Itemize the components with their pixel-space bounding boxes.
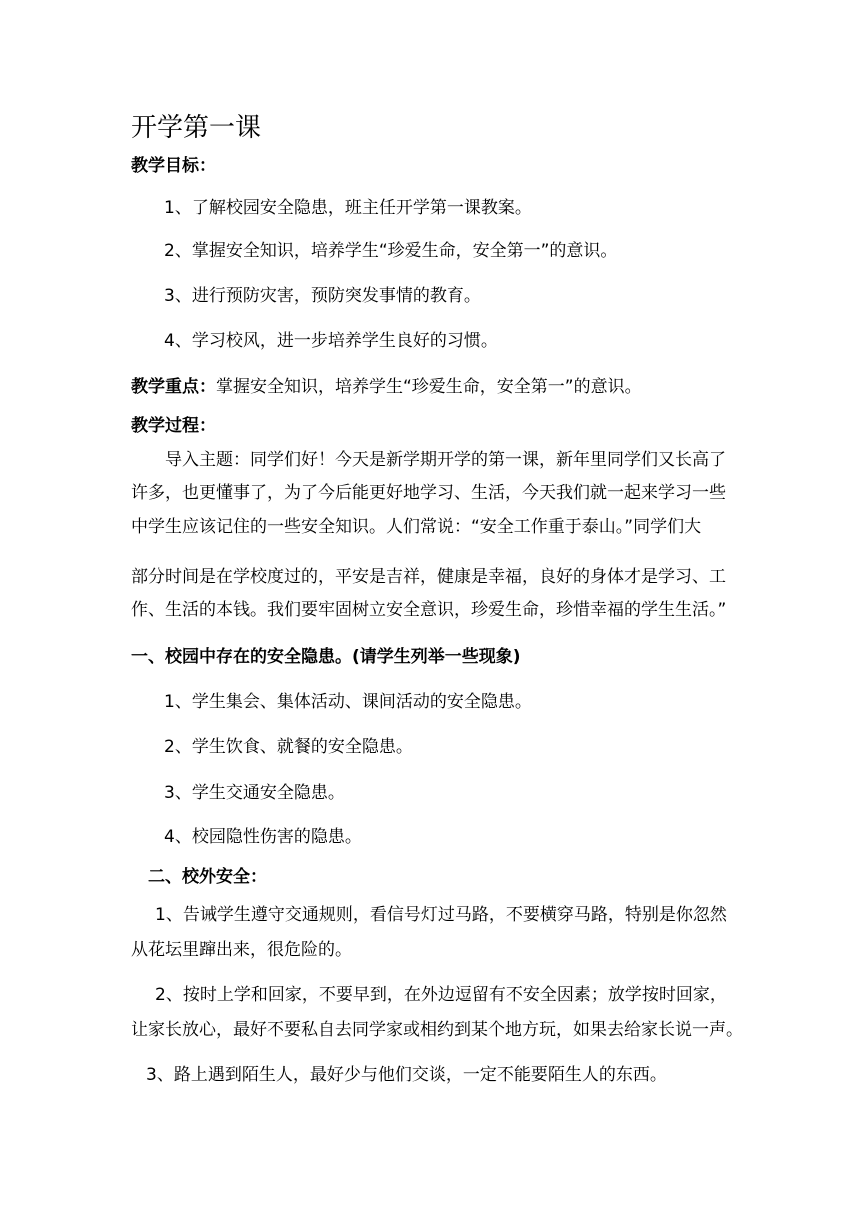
intro-line: 导入主题：同学们好！今天是新学期开学的第一课，新年里同学们又长高了 — [165, 450, 726, 470]
section2-item2-line: 让家长放心，最好不要私自去同学家或相约到某个地方玩，如果去给家长说一声。 — [131, 1020, 743, 1040]
goal-item: 3、进行预防灾害，预防突发事情的教育。 — [164, 286, 481, 306]
section1-item: 2、学生饮食、就餐的安全隐患。 — [164, 737, 413, 757]
key-point-label: 教学重点： — [131, 377, 216, 397]
section2-item1-line: 从花坛里蹿出来，很危险的。 — [131, 940, 352, 960]
section2-item2-line: 2、按时上学和回家，不要早到，在外边逗留有不安全因素；放学按时回家， — [155, 985, 727, 1005]
goal-item: 2、掌握安全知识，培养学生“珍爱生命，安全第一”的意识。 — [164, 241, 618, 261]
goals-heading: 教学目标： — [131, 156, 216, 176]
section2-item1-line: 1、告诫学生遵守交通规则，看信号灯过马路，不要横穿马路，特别是你忽然 — [155, 905, 727, 925]
key-point-text: 掌握安全知识，培养学生“珍爱生命，安全第一”的意识。 — [216, 377, 642, 397]
section1-item: 1、学生集会、集体活动、课间活动的安全隐患。 — [164, 692, 532, 712]
intro-line: 部分时间是在学校度过的，平安是吉祥，健康是幸福，良好的身体才是学习、工 — [131, 567, 726, 587]
process-heading: 教学过程： — [131, 416, 216, 436]
section1-item: 4、校园隐性伤害的隐患。 — [164, 827, 362, 847]
goal-item: 4、学习校风，进一步培养学生良好的习惯。 — [164, 331, 498, 351]
section2-item3: 3、路上遇到陌生人，最好少与他们交谈，一定不能要陌生人的东西。 — [146, 1065, 667, 1085]
goal-item: 1、了解校园安全隐患，班主任开学第一课教案。 — [164, 198, 532, 218]
section1-heading: 一、校园中存在的安全隐患。(请学生列举一些现象) — [131, 647, 521, 667]
key-point — [131, 375, 642, 399]
section2-heading: 二、校外安全： — [148, 867, 267, 887]
intro-line: 作、生活的本钱。我们要牢固树立安全意识，珍爱生命，珍惜幸福的学生生活。” — [131, 600, 727, 620]
section1-item: 3、学生交通安全隐患。 — [164, 783, 345, 803]
document-title: 开学第一课 — [131, 113, 262, 143]
intro-line: 许多，也更懂事了，为了今后能更好地学习、生活，今天我们就一起来学习一些 — [131, 483, 726, 503]
intro-line: 中学生应该记住的一些安全知识。人们常说：“安全工作重于泰山。”同学们大 — [131, 517, 702, 537]
